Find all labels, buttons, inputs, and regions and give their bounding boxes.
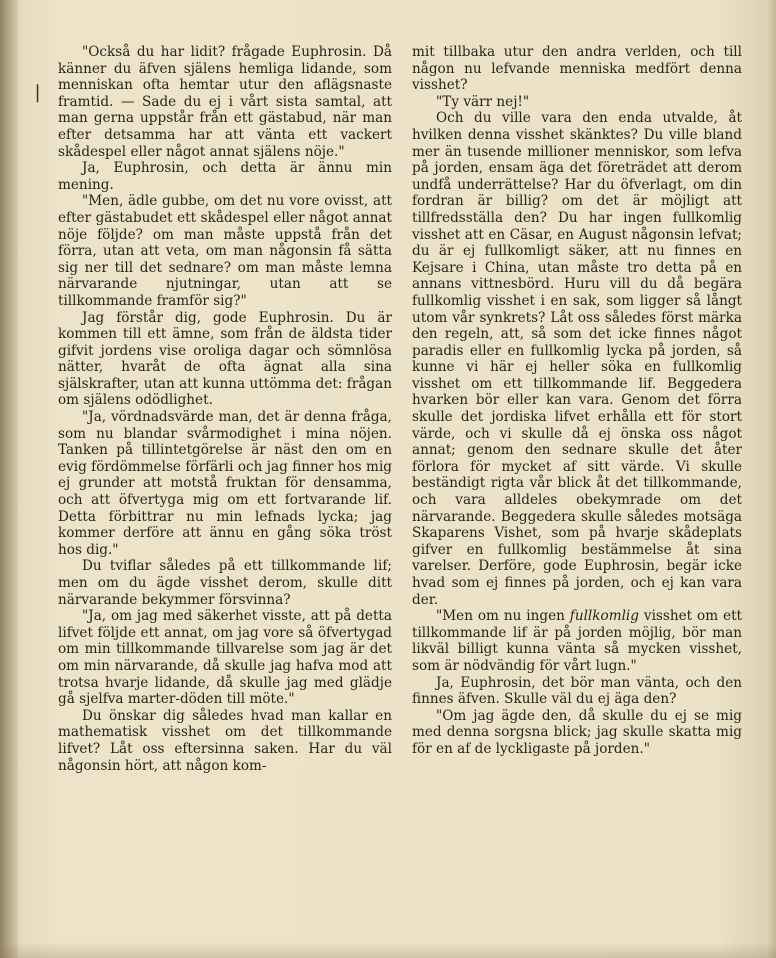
paragraph-text: "Men om nu ingen <box>436 608 570 625</box>
margin-mark-icon: ❘ <box>30 82 46 103</box>
paragraph: Jag förstår dig, gode Euphrosin. Du är kommen till ett ämne, som från de äldsta tider gifvit jordens vise oroliga dagar och sömnlösa nätter, hvaråt de ofta ägnat alla sina själskrafter, utan att kunna uttömma det: frågan om själens odödlighet. <box>58 309 392 409</box>
paragraph: "Ty värr nej!" <box>436 93 530 110</box>
paragraph: mit tillbaka utur den andra verlden, och till någon nu lefvande menniska medfört denna visshet? <box>412 44 742 94</box>
right-column <box>412 44 742 758</box>
paragraph: Ja, Euphrosin, och detta är ännu min mening. <box>58 160 392 193</box>
paragraph: Och du ville vara den enda utvalde, åt hvilken denna visshet skänktes? Du ville bland mer än tusende millioner menniskor, som lefva på jorden, ensam äga det företrädet att derom undfå underrättelse? Har du öfverlagt, om din fordran är billig? om det är möjligt att tillfredsställa den? Du har ingen fullkomlig visshet att en Cäsar, en August någonsin lefvat; du är ej fullkomligt säker, att nu finnes en Kejsare i China, utan måste tro detta på en annans vittnesbörd. Huru vill du då begära fullkomlig visshet i en sak, som ligger så långt utom vår synkrets? Låt oss således först märka den regeln, att, så som det icke finnes något paradis eller en fullkomlig lycka på jorden, så kunne vi här ej heller söka en fullkomlig visshet om ett tillkommande lif. Beggedera hvarken bör eller kan vara. Genom det förra skulle det jordiska lifvet erhålla ett för stort värde, och vi skulle då ej önska oss något annat; genom den sednare skulle det åter förlora för mycket af sitt värde. Vi skulle beständigt rigta vår blick åt det tillkommande, och vara alldeles obekymrade om det närvarande. Beggedera skulle således motsäga Skaparens Vishet, som på hvarje skådeplats gifver en fullkomlig bestämmelse åt sina varelser. Derföre, gode Euphrosin, begär icke hvad som ej finnes på jorden, och ej kan vara der. <box>412 110 742 608</box>
paragraph: Ja, Euphrosin, det bör man vänta, och den finnes äfven. Skulle väl du ej äga den? <box>412 674 742 708</box>
book-spine <box>0 0 18 958</box>
paragraph: Du tviflar således på ett tillkommande lif; men om du ägde visshet derom, skulle ditt närvarande bekymmer försvinna? <box>58 558 392 608</box>
paragraph: "Ja, vördnadsvärde man, det är denna fråga, som nu blandar svårmodighet i mina nöjen. Tanken på tillintetgörelse är näst den om en evig fördömmelse förfärli och jag finner hos mig ej grunder att motstå fruktan för densamma, och att öfvertyga mig om ett fortvarande lif. Detta förbittrar nu min lefnads lycka; jag kommer derföre att ännu en gång söka tröst hos dig." <box>58 409 392 558</box>
paragraph: Du önskar dig således hvad man kallar en mathematisk visshet om det tillkommande lifvet? Låt oss eftersinna saken. Har du väl någonsin hört, att någon kom- <box>58 707 392 774</box>
emphasized-word: fullkomlig <box>569 608 639 625</box>
paragraph: "Men, ädle gubbe, om det nu vore ovisst, att efter gästabudet ett skådespel eller något annat nöje följde? om man måste uppstå från det förra, utan att veta, om man någonsin få sätta sig ner till det sednare? om man måste lemna närvarande njutningar, utan att se tillkommande framför sig?" <box>58 193 392 309</box>
left-column <box>58 44 392 774</box>
paragraph: "Om jag ägde den, då skulle du ej se mig med denna sorgsna blick; jag skulle skatta mig för en af de lyckligaste på jorden." <box>412 707 742 757</box>
page-edge <box>766 0 776 958</box>
paragraph <box>412 608 742 674</box>
page-bottom-shadow <box>0 942 776 958</box>
paragraph: "Också du har lidit? frågade Euphrosin. Då känner du äfven själens hemliga lidande, som menniskan ofta hemtar utur den aflägsnaste framtid. — Sade du ej i vårt sista samtal, att man gerna uppstår från ett gästabud, när man efter detsamma har att vänta ett vackert skådespel eller något annat själens nöje." <box>58 44 392 160</box>
paragraph: "Ja, om jag med säkerhet visste, att på detta lifvet följde ett annat, om jag vore så öfvertygad om min tillkommande tillvarelse som jag är det om min närvarande, då skulle jag hafva mod att trotsa hvarje lidande, då skulle jag med glädje gå sjelfva marter-döden till möte." <box>58 608 392 708</box>
paragraph-text: visshet om ett tillkommande lif är på jorden möjlig, bör man likväl billigt kunna vänta så mycken visshet, som är nödvändig för vårt lugn." <box>412 608 743 674</box>
